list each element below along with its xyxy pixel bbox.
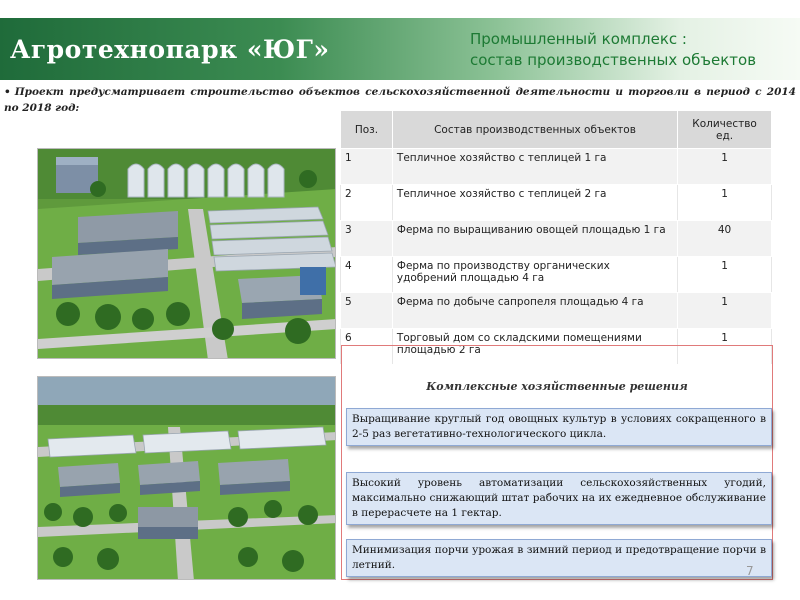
table-row bbox=[341, 149, 772, 185]
cell-quantity: 1 bbox=[678, 185, 772, 221]
table-row bbox=[341, 185, 772, 221]
cell-position: 2 bbox=[341, 185, 393, 221]
cell-object-name: Тепличное хозяйство с теплицей 2 га bbox=[392, 185, 677, 221]
aerial-render-greenhouses-illustration bbox=[38, 149, 336, 359]
subtitle-line-1: Промышленный комплекс : bbox=[470, 30, 687, 48]
aerial-render-complex-illustration bbox=[38, 377, 336, 580]
bullet-icon: • bbox=[4, 86, 11, 98]
column-header-objects: Состав производственных объектов bbox=[392, 111, 677, 149]
table-row bbox=[341, 221, 772, 257]
solutions-title: Комплексные хозяйственные решения bbox=[426, 380, 688, 393]
page-subtitle bbox=[470, 29, 795, 71]
cell-object-name: Ферма по производству органических удобрений площадью 4 га bbox=[392, 257, 677, 293]
cell-quantity: 1 bbox=[678, 329, 772, 365]
cell-position: 6 bbox=[341, 329, 393, 365]
cell-object-name: Ферма по выращиванию овощей площадью 1 га bbox=[392, 221, 677, 257]
cell-quantity: 1 bbox=[678, 257, 772, 293]
page-number: 7 bbox=[746, 564, 754, 578]
aerial-render-complex bbox=[37, 376, 336, 580]
cell-position: 3 bbox=[341, 221, 393, 257]
aerial-render-greenhouses bbox=[37, 148, 336, 359]
cell-object-name: Тепличное хозяйство с теплицей 1 га bbox=[392, 149, 677, 185]
subtitle-line-2: состав производственных объектов bbox=[470, 51, 757, 69]
page-title: Агротехнопарк «ЮГ» bbox=[10, 35, 330, 64]
cell-quantity: 1 bbox=[678, 149, 772, 185]
table-row bbox=[341, 293, 772, 329]
column-header-quantity: Количество ед. bbox=[678, 111, 772, 149]
intro-text: Проект предусматривает строительство объектов сельскохозяйственной деятельности и торговли в период с 2014 по 2018 год: bbox=[4, 86, 796, 114]
cell-object-name: Торговый дом со складскими помещениями площадью 2 га bbox=[392, 329, 677, 365]
production-objects-table bbox=[340, 110, 772, 365]
column-header-position: Поз. bbox=[341, 111, 393, 149]
cell-object-name: Ферма по добыче сапропеля площадью 4 га bbox=[392, 293, 677, 329]
cell-position: 4 bbox=[341, 257, 393, 293]
solution-item: Выращивание круглый год овощных культур в условиях сокращенного в 2-5 раз вегетативно-технологического цикла. bbox=[346, 408, 772, 446]
cell-position: 5 bbox=[341, 293, 393, 329]
table-header-row bbox=[341, 111, 772, 149]
cell-quantity: 40 bbox=[678, 221, 772, 257]
table-row bbox=[341, 257, 772, 293]
solution-item: Минимизация порчи урожая в зимний период и предотвращение порчи в летний. bbox=[346, 539, 772, 577]
cell-position: 1 bbox=[341, 149, 393, 185]
cell-quantity: 1 bbox=[678, 293, 772, 329]
solution-item: Высокий уровень автоматизации сельскохозяйственных угодий, максимально снижающий штат рабочих на их ежедневное обслуживание в перерасчете на 1 гектар. bbox=[346, 472, 772, 525]
